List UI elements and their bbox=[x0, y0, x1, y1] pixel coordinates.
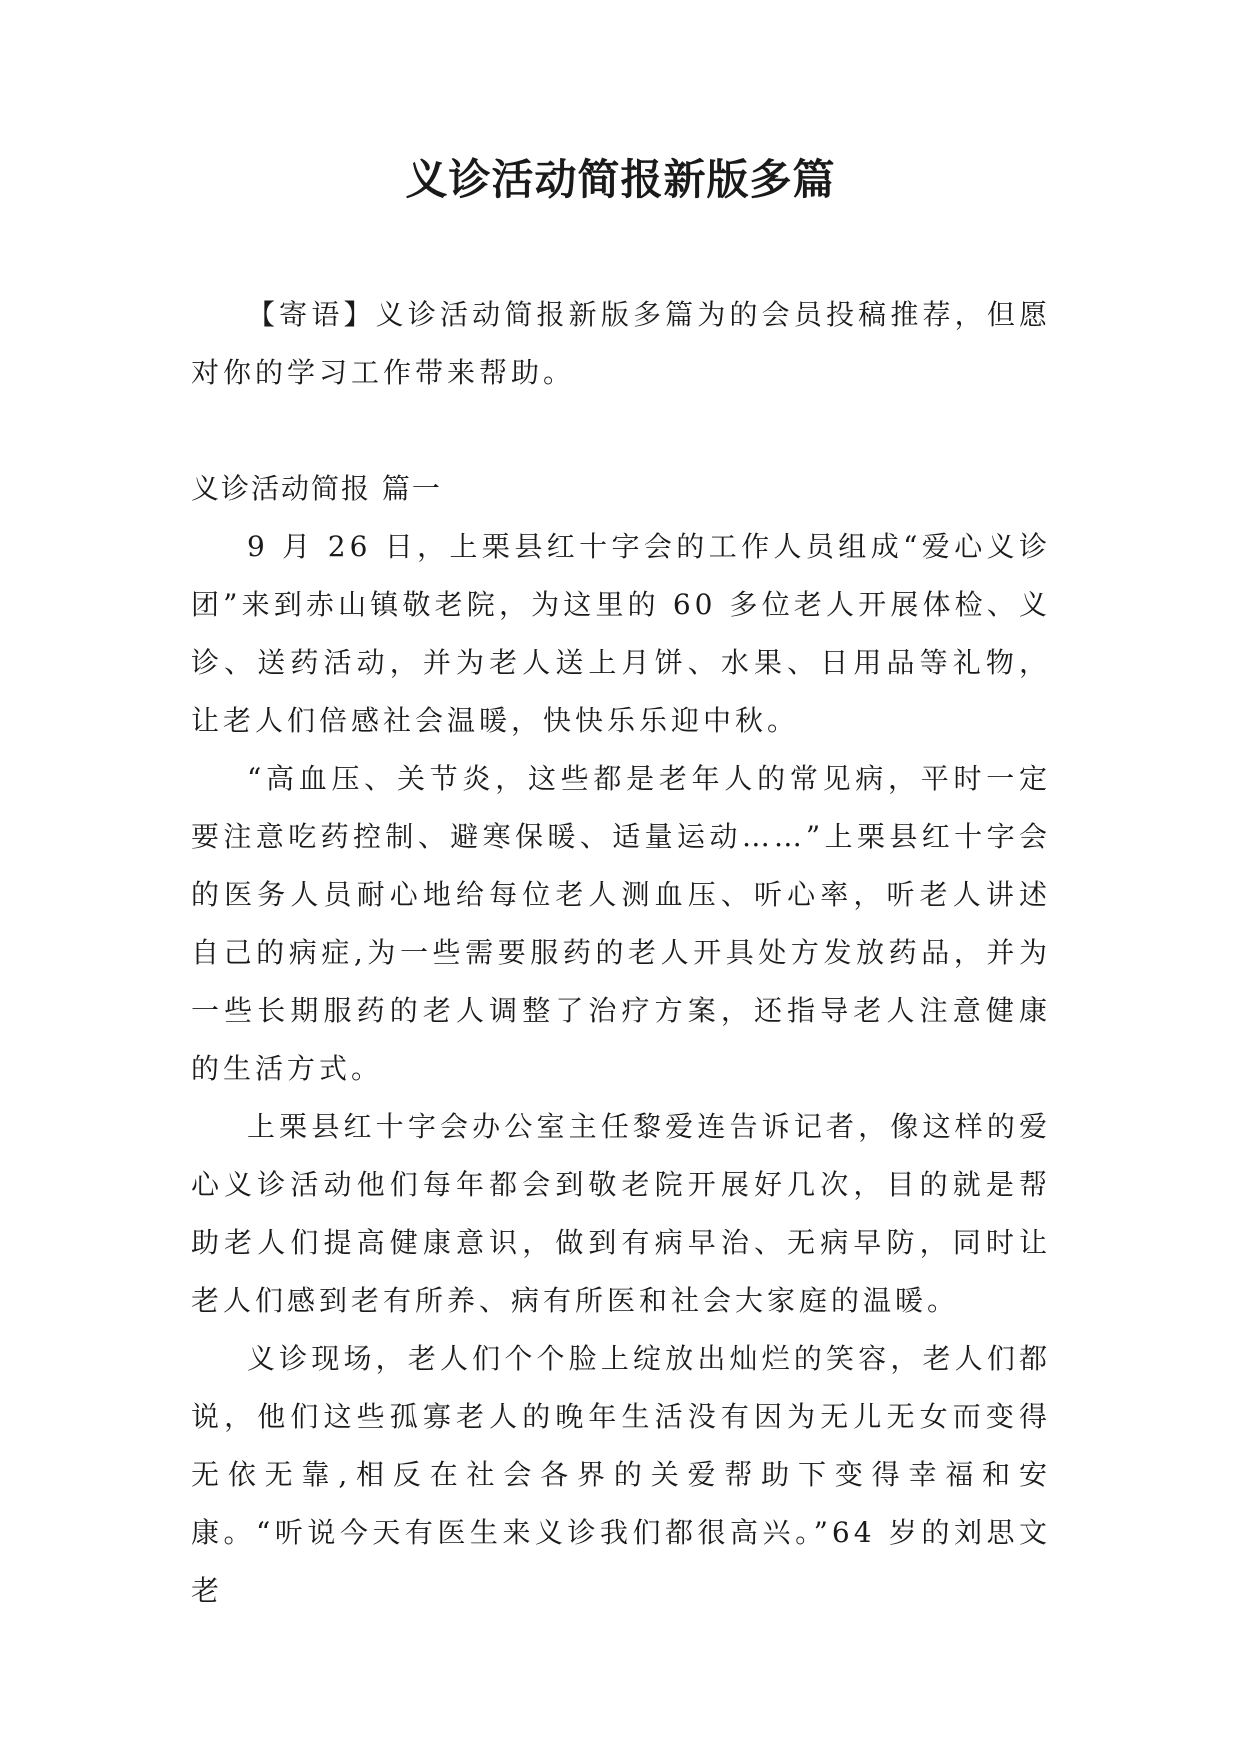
spacer bbox=[191, 402, 1051, 460]
intro-paragraph: 【寄语】义诊活动简报新版多篇为的会员投稿推荐，但愿对你的学习工作带来帮助。 bbox=[191, 298, 1051, 389]
document-title: 义诊活动简报新版多篇 bbox=[405, 155, 836, 204]
body-paragraph-3: 上栗县红十字会办公室主任黎爱连告诉记者，像这样的爱心义诊活动他们每年都会到敬老院开展好几次，目的就是帮助老人们提高健康意识，做到有病早治、无病早防，同时让老人们感到老有所养、病有所医和社会大家庭的温暖。 bbox=[191, 1110, 1051, 1317]
body-paragraph-2: “高血压、关节炎，这些都是老年人的常见病，平时一定要注意吃药控制、避寒保暖、适量运动……”上栗县红十字会的医务人员耐心地给每位老人测血压、听心率，听老人讲述自己的病症,为一些需要服药的老人开具处方发放药品，并为一些长期服药的老人调整了治疗方案，还指导老人注意健康的生活方式。 bbox=[191, 762, 1051, 1085]
document-body bbox=[191, 286, 1051, 1620]
body-paragraph-1: 9 月 26 日，上栗县红十字会的工作人员组成“爱心义诊团”来到赤山镇敬老院，为这里的 60 多位老人开展体检、义诊、送药活动，并为老人送上月饼、水果、日用品等礼物，让老人们倍感社会温暖，快快乐乐迎中秋。 bbox=[191, 530, 1051, 737]
body-paragraph-4: 义诊现场，老人们个个脸上绽放出灿烂的笑容，老人们都说，他们这些孤寡老人的晚年生活没有因为无儿无女而变得无依无靠,相反在社会各界的关爱帮助下变得幸福和安康。“听说今天有医生来义诊我们都很高兴。”64 岁的刘思文老 bbox=[191, 1342, 1051, 1607]
section-heading: 义诊活动简报 篇一 bbox=[191, 472, 442, 505]
